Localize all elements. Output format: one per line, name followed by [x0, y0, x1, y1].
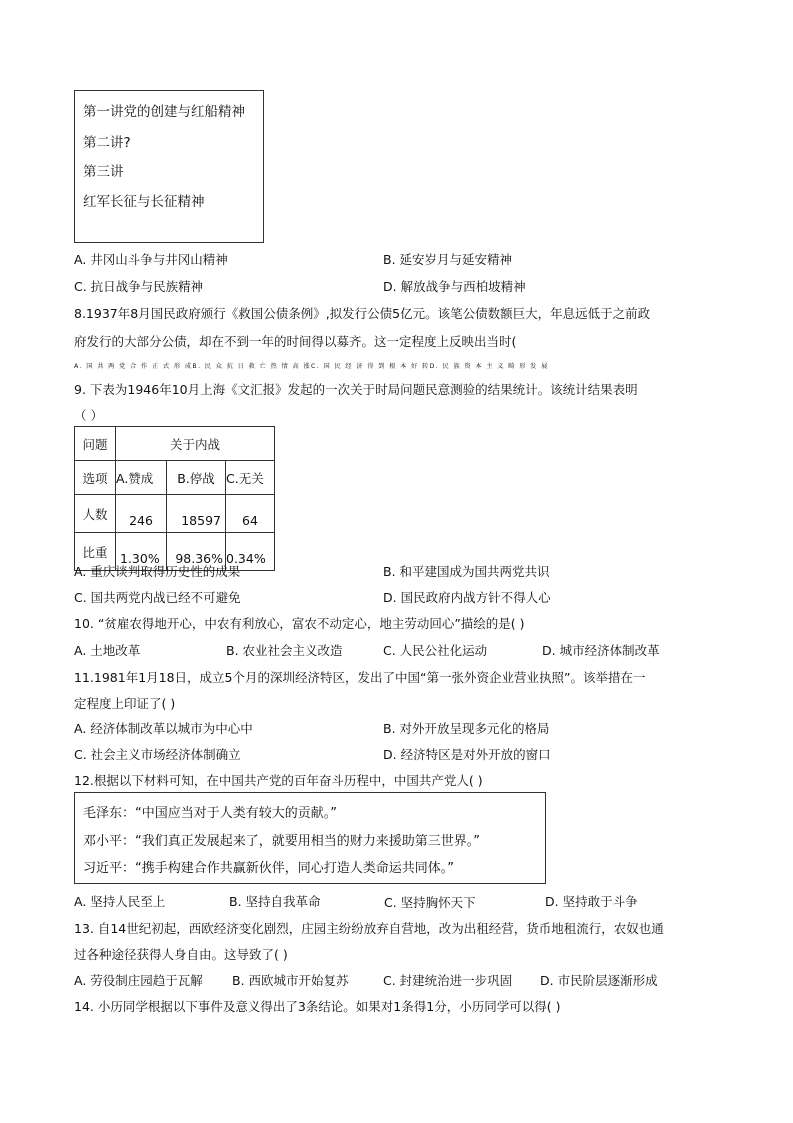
- q11-stem-line1: 11.1981年1月18日，成立5个月的深圳经济特区，发出了中国“第一张外资企业营业执照”。该举措在一: [74, 670, 646, 685]
- q12-option-d: D. 坚持敢于斗争: [545, 894, 638, 909]
- table-cell: 1.30%: [116, 533, 167, 571]
- q11-option-c: C. 社会主义市场经济体制确立: [74, 747, 241, 762]
- table-row: [75, 495, 275, 533]
- q13-option-d: D. 市民阶层逐渐形成: [540, 973, 658, 988]
- table-cell: B.停战: [167, 461, 226, 495]
- q11-option-a: A. 经济体制改革以城市为中心中: [74, 721, 253, 736]
- table-row: [75, 427, 275, 461]
- q9-option-c: C. 国共两党内战已经不可避免: [74, 590, 241, 605]
- table-cell: 选项: [75, 461, 116, 495]
- q13-stem-line1: 13. 自14世纪初起，西欧经济变化剧烈，庄园主纷纷放弃自营地，改为出租经营，货币地租流行，农奴也通: [74, 921, 664, 936]
- q12-option-a: A. 坚持人民至上: [74, 894, 166, 909]
- quote-xi: 习近平：“携手构建合作共赢新伙伴，同心打造人类命运共同体。”: [83, 861, 454, 876]
- quote-deng: 邓小平：“我们真正发展起来了，就要用相当的财力来援助第三世界。”: [83, 834, 480, 849]
- lecture-1: 第一讲党的创建与红船精神: [83, 104, 245, 120]
- quote-box: [74, 792, 546, 884]
- table-cell: 人数: [75, 495, 116, 533]
- q11-option-b: B. 对外开放呈现多元化的格局: [383, 721, 550, 736]
- table-cell: 246: [116, 495, 167, 533]
- q12-option-b: B. 坚持自我革命: [229, 894, 321, 909]
- table-cell: A.赞成: [116, 461, 167, 495]
- table-cell: 问题: [75, 427, 116, 461]
- q7-option-c: C. 抗日战争与民族精神: [74, 279, 204, 294]
- q10-stem: 10. “贫雇农得地开心，中农有利放心，富农不动定心，地主劳动回心”描绘的是( ): [74, 616, 525, 631]
- q10-option-b: B. 农业社会主义改造: [226, 643, 343, 658]
- table-cell: 18597: [167, 495, 226, 533]
- q12-option-c: C. 坚持胸怀天下: [384, 895, 476, 910]
- table-cell: 64: [226, 495, 275, 533]
- q9-option-a: A. 重庆谈判取得历史性的成果: [74, 564, 241, 579]
- lecture-4: 红军长征与长征精神: [83, 194, 205, 210]
- q9-stem-line2: （ ）: [74, 408, 103, 423]
- q13-option-b: B. 西欧城市开始复苏: [232, 973, 349, 988]
- lecture-2: 第二讲?: [83, 135, 131, 151]
- q13-stem-line2: 过各种途径获得人身自由。这导致了( ): [74, 947, 288, 962]
- q7-option-d: D. 解放战争与西柏坡精神: [383, 279, 526, 294]
- table-cell: 98.36%: [167, 533, 226, 571]
- table-cell: 比重: [75, 533, 116, 571]
- lecture-3: 第三讲: [83, 164, 124, 180]
- q7-option-b: B. 延安岁月与延安精神: [383, 252, 513, 267]
- q10-option-d: D. 城市经济体制改革: [542, 643, 660, 658]
- q14-stem: 14. 小历同学根据以下事件及意义得出了3条结论。如果对1条得1分，小历同学可以得( ): [74, 999, 561, 1014]
- q9-stem-line1: 9. 下表为1946年10月上海《文汇报》发起的一次关于时局问题民意测验的结果统计。该统计结果表明: [74, 382, 638, 397]
- table-row: [75, 461, 275, 495]
- q8-stem-line2: 府发行的大部分公债，却在不到一年的时间得以募齐。这一定程度上反映出当时(: [74, 334, 517, 349]
- table-cell: 0.34%: [226, 533, 275, 571]
- quote-mao: 毛泽东：“中国应当对于人类有较大的贡献。”: [83, 806, 337, 821]
- q13-option-c: C. 封建统治进一步巩固: [383, 973, 513, 988]
- q10-option-c: C. 人民公社化运动: [383, 643, 488, 658]
- poll-table: [74, 426, 275, 571]
- q10-option-a: A. 土地改革: [74, 643, 141, 658]
- table-cell: 关于内战: [116, 427, 275, 461]
- q7-option-a: A. 井冈山斗争与井冈山精神: [74, 252, 228, 267]
- q11-stem-line2: 定程度上印证了( ): [74, 696, 176, 711]
- q13-option-a: A. 劳役制庄园趋于瓦解: [74, 973, 203, 988]
- table-cell: C.无关: [226, 461, 275, 495]
- q12-stem: 12.根据以下材料可知，在中国共产党的百年奋斗历程中，中国共产党人( ): [74, 773, 483, 788]
- lecture-box: [74, 90, 264, 243]
- q11-option-d: D. 经济特区是对外开放的窗口: [383, 747, 551, 762]
- q8-stem-line1: 8.1937年8月国民政府颁行《救国公债条例》,拟发行公债5亿元。该笔公债数额巨大，年息远低于之前政: [74, 306, 651, 321]
- q8-options: A. 国 共 两 党 合 作 正 式 形 成B. 民 众 抗 日 救 亡 热 情 高 涨C. 国 民 经 济 得 到 根 本 好 转D. 民 族 资 本 主 义 畸 形 发 展: [74, 363, 549, 370]
- q9-option-b: B. 和平建国成为国共两党共识: [383, 564, 550, 579]
- q9-option-d: D. 国民政府内战方针不得人心: [383, 590, 551, 605]
